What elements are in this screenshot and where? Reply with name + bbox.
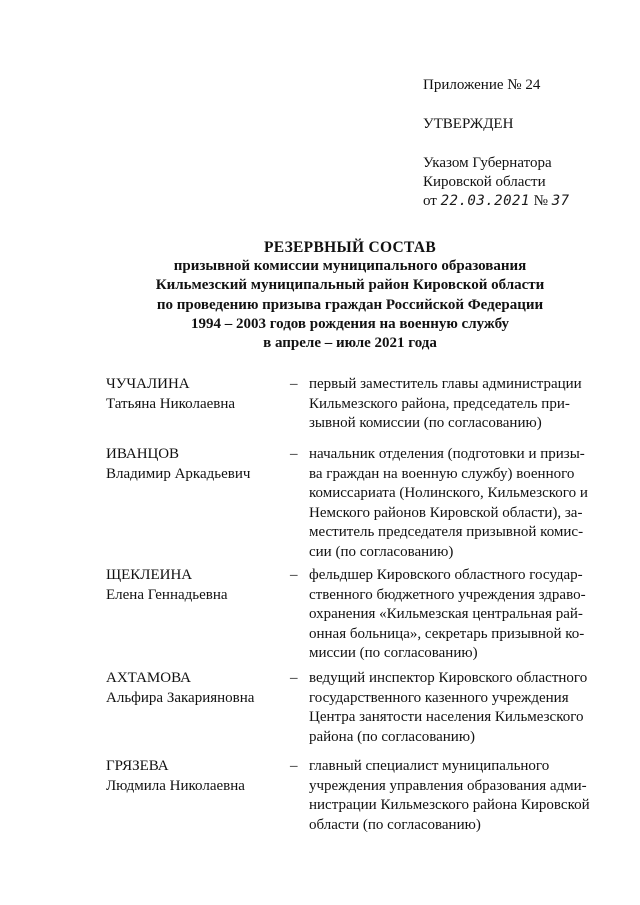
role-line: государственного казенного учреждения xyxy=(309,689,569,706)
member-name xyxy=(106,566,286,605)
dash-separator: – xyxy=(290,670,298,686)
member-surname: ГРЯЗЕВА xyxy=(106,758,169,774)
dash-separator: – xyxy=(290,446,298,462)
member-role xyxy=(309,757,596,835)
title-main: РЕЗЕРВНЫЙ СОСТАВ xyxy=(263,239,437,256)
spacer xyxy=(423,134,613,154)
decree-line-2: Кировской области xyxy=(423,174,546,190)
member-surname: ЩЕКЛЕИНА xyxy=(106,567,193,583)
member-entry xyxy=(106,445,600,563)
member-surname: АХТАМОВА xyxy=(106,670,191,686)
decree-date-line xyxy=(423,192,613,211)
role-line: учреждения управления образования адми- xyxy=(309,777,587,794)
title-line: в апреле – июле 2021 года xyxy=(263,335,437,352)
role-line: сии (по согласованию) xyxy=(309,543,454,560)
role-line: Центра занятости населения Кильмезского xyxy=(309,709,584,726)
member-name xyxy=(106,669,286,708)
document-title xyxy=(80,238,620,353)
member-role xyxy=(309,669,596,747)
member-given-name: Владимир Аркадьевич xyxy=(106,465,251,482)
dash-separator: – xyxy=(290,567,298,583)
role-line: охранения «Кильмезская центральная рай- xyxy=(309,606,583,623)
approval-block xyxy=(423,76,613,211)
member-surname: ИВАНЦОВ xyxy=(106,446,180,462)
member-role xyxy=(309,375,596,434)
role-line: ва граждан на военную службу) военного xyxy=(309,465,575,482)
member-role xyxy=(309,566,596,664)
approved-label: УТВЕРЖДЕН xyxy=(423,116,514,132)
role-line: нистрации Кильмезского района Кировской xyxy=(309,797,590,814)
role-line: комиссариата (Нолинского, Кильмезского и xyxy=(309,485,588,502)
member-given-name: Альфира Закарияновна xyxy=(106,689,255,706)
member-name xyxy=(106,757,286,796)
title-line: призывной комиссии муниципального образования xyxy=(173,258,527,275)
member-name xyxy=(106,445,286,484)
handwritten-number: 37 xyxy=(551,193,570,209)
role-line: главный специалист муниципального xyxy=(309,758,550,774)
handwritten-date: 22.03.2021 xyxy=(440,193,530,209)
member-surname: ЧУЧАЛИНА xyxy=(106,376,190,392)
role-line: области (по согласованию) xyxy=(309,816,481,833)
role-line: меститель председателя призывной комис- xyxy=(309,524,584,541)
title-line: 1994 – 2003 годов рождения на военную службу xyxy=(190,315,510,332)
dash-separator: – xyxy=(290,758,298,774)
spacer xyxy=(423,95,613,115)
annex-number: Приложение № 24 xyxy=(423,77,541,93)
role-line: ведущий инспектор Кировского областного xyxy=(309,670,588,686)
member-entry xyxy=(106,566,600,664)
role-line: фельдшер Кировского областного государ- xyxy=(309,567,583,583)
member-given-name: Елена Геннадьевна xyxy=(106,586,228,603)
member-name xyxy=(106,375,286,414)
member-given-name: Людмила Николаевна xyxy=(106,777,245,794)
role-line: первый заместитель главы администрации xyxy=(309,376,582,392)
member-entry xyxy=(106,375,600,434)
dash-separator: – xyxy=(290,376,298,392)
role-line: начальник отделения (подготовки и призы- xyxy=(309,446,585,462)
date-prefix: от xyxy=(423,193,437,209)
title-line: Кильмезский муниципальный район Кировской области xyxy=(155,277,545,294)
role-line: онная больница», секретарь призывной ко- xyxy=(309,625,585,642)
member-role xyxy=(309,445,596,563)
member-given-name: Татьяна Николаевна xyxy=(106,395,236,412)
role-line: Кильмезского района, председатель при- xyxy=(309,395,570,412)
decree-line-1: Указом Губернатора xyxy=(423,155,552,171)
member-entry xyxy=(106,669,600,747)
role-line: Немского районов Кировской области), за- xyxy=(309,504,583,521)
title-line: по проведению призыва граждан Российской Федерации xyxy=(156,296,544,313)
role-line: миссии (по согласованию) xyxy=(309,645,478,662)
role-line: ственного бюджетного учреждения здраво- xyxy=(309,586,586,603)
role-line: зывной комиссии (по согласованию) xyxy=(309,415,542,432)
number-prefix: № xyxy=(533,193,548,209)
role-line: района (по согласованию) xyxy=(309,728,476,745)
member-entry xyxy=(106,757,600,835)
